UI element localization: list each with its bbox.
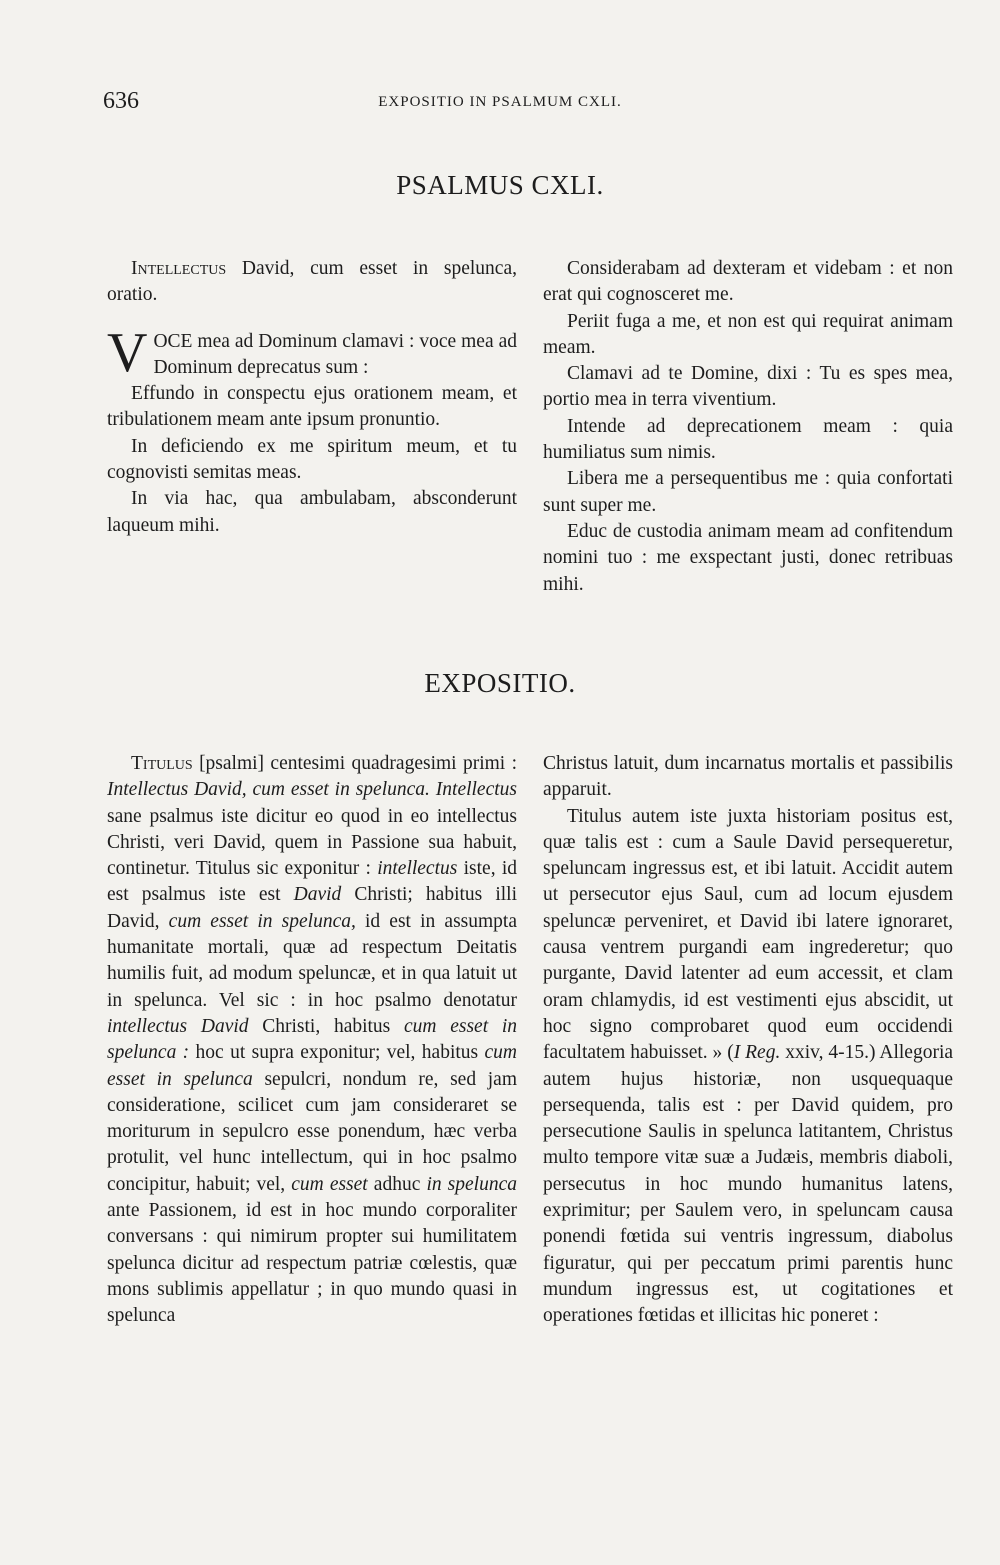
psalm-title: PSALMUS CXLI.	[396, 170, 604, 200]
italic-quote: in spelunca	[426, 1173, 517, 1195]
verse-3: In deficiendo ex me spiritum meum, et tu cognovisti semitas meas.	[107, 435, 517, 484]
verse-6: Periit fuga a me, et non est qui requirat animam meam.	[543, 310, 953, 358]
psalm-superscription	[107, 256, 517, 309]
verse-7: Clamavi ad te Domine, dixi : Tu es spes mea, portio mea in terra viventium.	[543, 363, 953, 411]
text-run: Titulus autem iste juxta historiam positus est, quæ talis est : cum a Saule David persequeretur, speluncam ingressus est, et ibi latuit. Accidit autem ut persecutor ejus Saul, cum ad locum ejusdem speluncæ perveniret, et David ibi latere ignoraret, causa ventrem purgandi eam ingrederetur; quo purgante, David latenter ad eum accessit, et clam oram chlamydis, id est vestimenti ejus abscidit, ut hoc signo comprobaret quod eum occidendi facultatem habuisset. » (	[543, 805, 953, 1064]
italic-quote: cum esset	[291, 1173, 368, 1195]
page-number: 636	[103, 88, 139, 114]
text-run: ante Passionem, id est in hoc mundo corporaliter conversans : qui nimirum propter sui humilitatem spelunca dicitur ad respectum patriæ cœlestis, quæ mons sublimis appellatur ; in quo mundo quasi in spelunca	[107, 1200, 517, 1327]
verse-4: In via hac, qua ambulabam, absconderunt laqueum mihi.	[107, 488, 517, 536]
text-run: id est in assumpta humanitate mortali, quæ ad respectum Deitatis humilis fuit, ad modum speluncæ, et in qua latuit ut in spelunca. Vel sic : in hoc psalmo denotatur	[107, 910, 517, 1011]
italic-quote: David	[293, 884, 342, 906]
text-run: Christi; habitus illi David,	[107, 884, 517, 932]
italic-quote: Intellectus David, cum esset in spelunca. Intellectus	[107, 779, 517, 801]
text-run: [psalmi] centesimi quadragesimi primi :	[192, 753, 517, 774]
verse-1-text: OCE mea ad Dominum clamavi : voce mea ad Dominum deprecatus sum :	[153, 330, 517, 378]
commentary-continuation: Christus latuit, dum incarnatus mortalis et passibilis apparuit.	[543, 753, 953, 801]
superscription-label: Intellectus	[131, 258, 227, 279]
verse-1	[107, 321, 517, 384]
verse-8: Intende ad deprecationem meam : quia humiliatus sum nimis.	[543, 415, 953, 464]
italic-quote: cum esset in spelunca :	[107, 1015, 518, 1064]
text-run: xxiv, 4-15.) Allegoria autem hujus historiæ, non usquequaque persequenda, talis est : per David quidem, pro persecutione Saulis in spelunca latitantem, Christus multo tempore vitæ suæ a Judæis, membris diaboli, persecutus in hoc mundo humanitus latens, exprimitur; per Saulem vero, in speluncam causa ponendi fœtida sui ventris ingressum, diabolus figuratur, qui per peccatum primi parentis hunc mundum ingressus est, ut cogitationes et operationes fœtidas et illicitas hic poneret :	[543, 1042, 954, 1327]
italic-quote: cum esset in spelunca	[107, 1042, 517, 1090]
commentary-paragraph	[107, 751, 517, 1330]
verse-9: Libera me a persequentibus me : quia confortati sunt super me.	[543, 468, 953, 516]
running-title: EXPOSITIO IN PSALMUM CXLI.	[378, 94, 622, 110]
verse-5: Considerabam ad dexteram et videbam : et non erat qui cognosceret me.	[543, 258, 953, 306]
expositio-column-left	[107, 751, 517, 1330]
verse-2: Effundo in conspectu ejus orationem meam, et tribulationem meam ante ipsum pronuntio.	[107, 383, 517, 431]
text-run: sane psalmus iste dicitur eo quod in eo intellectus Christi, veri David, quem in Passione sua habuit, continetur. Titulus sic exponitur :	[107, 805, 517, 880]
expositio-column-right	[543, 751, 953, 1330]
titulus-label: Titulus	[131, 753, 193, 774]
psalm-column-left	[107, 256, 517, 539]
italic-quote: intellectus	[377, 858, 458, 880]
text-run: sepulcri, nondum re, sed jam consideratione, scilicet cum jam consideraret se moriturum in sepulcro esse ponendum, hæc verba protulit, vel hunc intellectum, qui in hoc psalmo concipitur, habuit; vel,	[107, 1068, 518, 1195]
citation-italic: I Reg.	[733, 1042, 781, 1064]
verse-10: Educ de custodia animam meam ad confitendum nomini tuo : me exspectant justi, donec retribuas mihi.	[543, 520, 953, 595]
commentary-paragraph	[543, 804, 953, 1330]
psalm-column-right	[543, 256, 953, 598]
text-run: hoc ut supra exponitur; vel, habitus	[189, 1042, 485, 1064]
expositio-title: EXPOSITIO.	[424, 668, 576, 698]
italic-quote: cum esset in spelunca,	[168, 910, 356, 932]
superscription-text: David, cum esset in spelunca, oratio.	[107, 258, 517, 306]
text-run: adhuc	[367, 1173, 427, 1195]
text-run: iste, id est psalmus iste est	[107, 858, 518, 906]
text-run: Christi, habitus	[248, 1015, 404, 1037]
drop-cap: V	[107, 321, 148, 384]
italic-quote: intellectus David	[107, 1015, 249, 1037]
